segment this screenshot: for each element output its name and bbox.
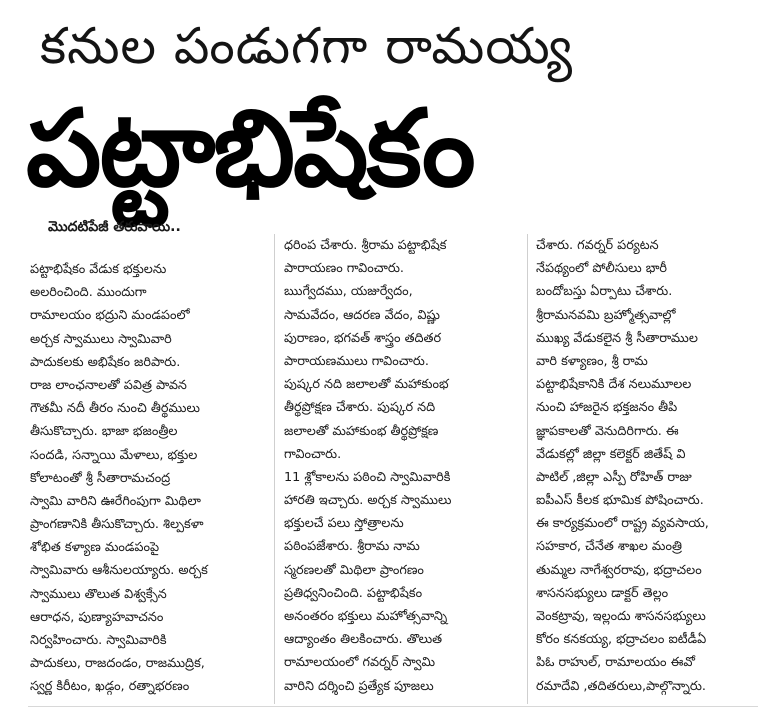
article-column-2	[284, 234, 520, 698]
article-text-line: కోలాటంతో శ్రీ సీతారామచంద్ర	[30, 470, 171, 486]
article-text-line: సహకార, చేనేత శాఖల మంత్రి	[536, 539, 682, 555]
article-text-line: అనంతరం భక్తులు మహోత్సవాన్ని	[284, 609, 448, 624]
article-text-line: పట్టాభిషేకానికి దేశ నలుమూలల	[536, 377, 692, 393]
article-text-line: పాదుకలు, రాజదండం, రాజముద్రిక,	[30, 656, 205, 672]
article-text-line: ఆద్యాంతం తిలకించారు. తొలుత	[284, 632, 443, 648]
article-text-line: ఈ కార్యక్రమంలో రాష్ట్ర వ్యవసాయ,	[536, 516, 709, 532]
article-text-line: వారిని దర్శించి ప్రత్యేక పూజలు	[284, 678, 434, 694]
column-divider	[274, 234, 275, 704]
article-text-line: శాసనసభ్యులు డాక్టర్ తెల్లం	[536, 585, 669, 601]
bottom-divider	[28, 706, 758, 707]
article-text-line: కోరం కనకయ్య, భద్రాచలం ఐటీడీఏ	[536, 632, 707, 648]
article-text-line: పట్టాభిషేకం వేడుక భక్తులను	[30, 262, 167, 277]
article-text-line: హారతి ఇచ్చారు. అర్చక స్వాములు	[284, 493, 452, 509]
article-text-line: ప్రతిధ్వనించింది. పట్టాభిషేకం	[284, 585, 423, 601]
article-text-line: శ్రీరామనవమి బ్రహ్మోత్సవాల్లో	[536, 307, 676, 323]
article-text-line: తుమ్మల నాగేశ్వరరావు, భద్రాచలం	[536, 562, 702, 578]
article-text-line: స్వామివారు ఆశీనులయ్యారు. అర్చక	[30, 563, 208, 579]
article-text-line: నిర్వహించారు. స్వామివారికి	[30, 633, 167, 648]
article-text-line: అర్చక స్వాములు స్వామివారి	[30, 331, 172, 347]
article-text-line: రామాలయం భద్రుని మండపంలో	[30, 308, 190, 324]
article-text-line: రామాలయంలో గవర్నర్ స్వామి	[284, 655, 436, 671]
article-text-line: శోభిత కళ్యాణ మండపంపై	[30, 540, 160, 556]
article-text-line: ఐపీఎస్ కీలక భూమిక పోషించారు.	[536, 493, 704, 509]
continued-from-front-page-label: మొదటిపేజీ తరువాయి..	[48, 219, 181, 235]
article-text-line: జలాలతో మహాకుంభ తీర్థప్రోక్షణ	[284, 423, 439, 439]
article-text-line: స్వామి వారిని ఊరేగింపుగా మిథిలా	[30, 493, 201, 509]
article-text-line: జ్ఞాపకాలతో వెనుదిరిగారు. ఈ	[536, 423, 679, 439]
article-text-line: చేశారు. గవర్నర్ పర్యటన	[536, 238, 659, 253]
article-text-line: రాజ లాంఛనాలతో పవిత్ర పావన	[30, 377, 187, 393]
article-text-line: తీసుకొచ్చారు. భాజా భజంత్రీల	[30, 424, 178, 440]
article-text-line: స్వాములు తొలుత విశ్వక్సేన	[30, 586, 167, 602]
article-text-line: నేపథ్యంలో పోలీసులు భారీ	[536, 261, 668, 277]
article-text-line: తీర్థప్రోక్షణ చేశారు. పుష్కర నది	[284, 400, 436, 416]
article-headline: పట్టాభిషేకం	[26, 87, 474, 210]
article-text-line: రమాదేవి ,తదితరులు,పాల్గొన్నారు.	[536, 678, 706, 694]
article-text-line: ముఖ్య వేడుకలైన శ్రీ సీతారాముల	[536, 330, 698, 346]
column-divider	[527, 234, 528, 704]
article-column-3	[536, 234, 756, 698]
article-text-line: సామవేదం, ఆదరణ వేదం, విష్ణు	[284, 307, 440, 323]
article-text-line: పఠింపజేశారు. శ్రీరామ నామ	[284, 539, 420, 555]
article-text-line: వెంకట్రావు, ఇల్లందు శాసనసభ్యులు	[536, 609, 706, 624]
article-text-line: పాదుకలకు అభిషేకం జరిపారు.	[30, 354, 181, 370]
article-text-line: సందడి, సన్నాయి మేళాలు, భక్తుల	[30, 447, 198, 463]
article-text-line: పిఓ రాహుల్, రామాలయం ఈవో	[536, 655, 695, 671]
article-text-line: పాటిల్ ,జిల్లా ఎస్పీ రోహిత్ రాజు	[536, 469, 692, 485]
article-text-line: గావించారు.	[284, 446, 342, 462]
article-text-line: ప్రాంగణానికి తీసుకొచ్చారు. శిల్పకళా	[30, 517, 204, 533]
article-text-line: ఆరాధన, పుణ్యాహవాచనం	[30, 609, 164, 625]
article-text-line: పారాయణములు గావించారు.	[284, 353, 429, 369]
article-text-line: గౌతమీ నదీ తీరం నుంచి తీర్థములు	[30, 401, 200, 417]
article-text-line: 11 శ్లోకాలను పఠించి స్వామివారికి	[284, 469, 451, 485]
article-text-line: ఋగ్వేదము, యజుర్వేదం,	[284, 284, 413, 300]
article-text-line: అలరించింది. ముందుగా	[30, 285, 147, 301]
article-kicker: కనుల పండుగగా రామయ్య	[40, 17, 573, 75]
article-text-line: స్వర్ణ కిరీటం, ఖడ్గం, రత్నాభరణం	[30, 679, 190, 695]
article-text-line: బందోబస్తు ఏర్పాటు చేశారు.	[536, 284, 673, 300]
article-text-line: పుష్కర నది జలాలతో మహాకుంభ	[284, 377, 449, 393]
article-text-line: పురాణం, భగవత్ శాస్త్రం తదితర	[284, 330, 442, 346]
article-text-line: వారి కళ్యాణం, శ్రీ రామ	[536, 353, 648, 369]
article-text-line: భక్తులచే పలు స్తోత్రాలను	[284, 516, 404, 532]
article-text-line: పారాయణం గావించారు.	[284, 261, 404, 277]
article-text-line: నుంచి హాజరైన భక్తజనం తీపి	[536, 400, 678, 416]
article-text-line: వేడుకల్లో జిల్లా కలెక్టర్ జితేష్ వి	[536, 446, 686, 462]
article-column-1	[30, 258, 268, 699]
article-text-line: స్మరణలతో మిథిలా ప్రాంగణం	[284, 562, 424, 578]
article-text-line: ధరింప చేశారు. శ్రీరామ పట్టాభిషేక	[284, 238, 447, 253]
